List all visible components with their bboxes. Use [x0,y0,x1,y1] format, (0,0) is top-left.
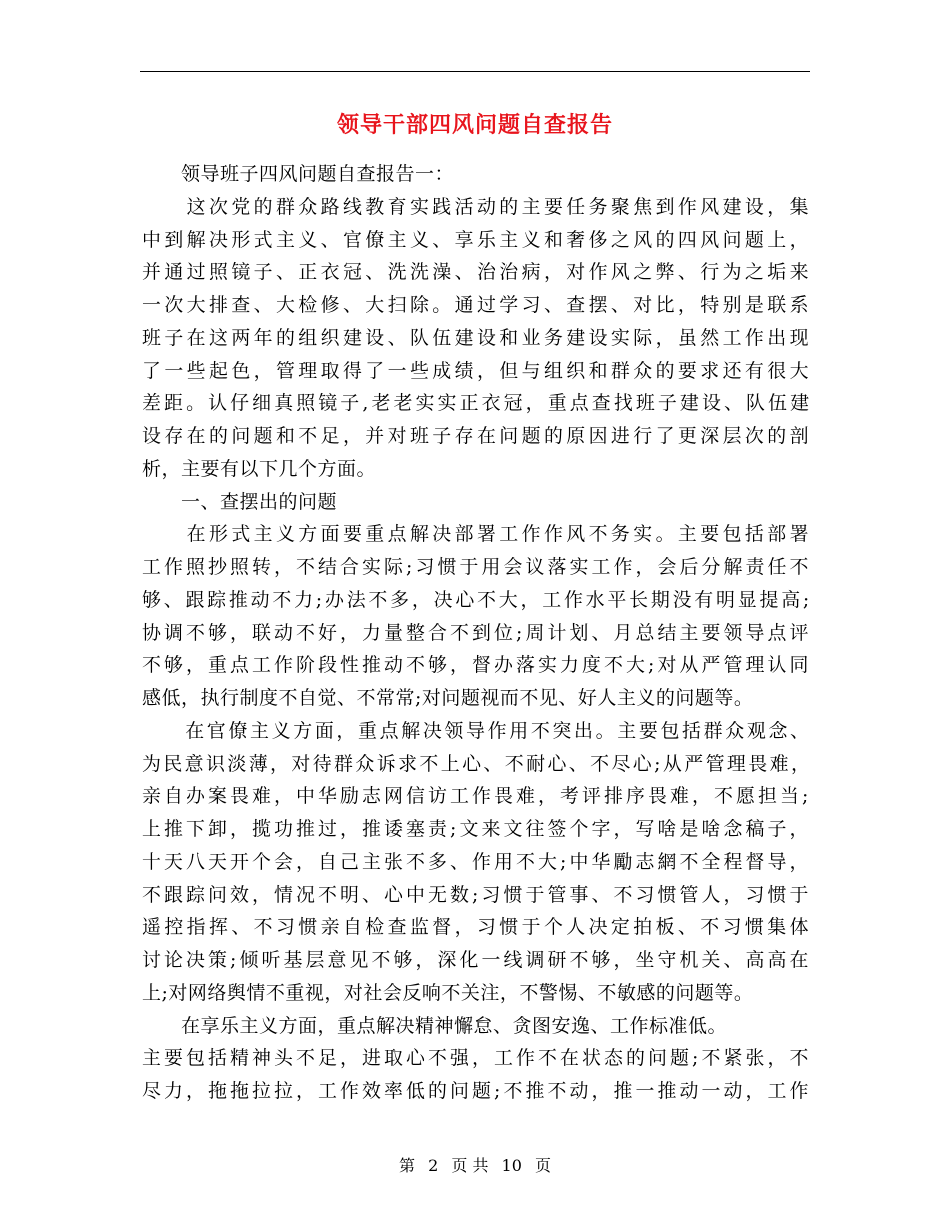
document-title: 领导干部四风问题自查报告 [336,113,613,138]
body-line: 这次党的群众路线教育实践活动的主要任务聚焦到作风建设，集 [142,195,812,218]
footer-page-number: 2 [428,1156,439,1175]
body-line: 了一些起色，管理取得了一些成绩，但与组织和群众的要求还有很大 [142,359,812,382]
footer-suffix: 页 [535,1156,552,1175]
body-line: 在形式主义方面要重点解决部署工作作风不务实。主要包括部署 [142,523,812,546]
body-line: 讨论决策;倾听基层意见不够，深化一线调研不够，坐守机关、高高在 [142,949,812,971]
body-line: 感低，执行制度不自觉、不常常;对问题视而不见、好人主义的问题等。 [142,687,754,709]
body-line: 不够，重点工作阶段性推动不够，督办落实力度不大;对从严管理认同 [142,654,812,677]
body-line: 上;对网络舆情不重视，对社会反响不关注，不警惕、不敏感的问题等。 [142,981,754,1004]
body-line: 并通过照镜子、正衣冠、洗洗澡、治治病，对作风之弊、行为之垢来 [142,261,812,284]
body-line: 在享乐主义方面，重点解决精神懈怠、贪图安逸、工作标准低。 [142,1014,728,1037]
footer-prefix: 第 [398,1156,415,1175]
body-line: 领导班子四风问题自查报告一： [142,163,455,185]
body-line: 遥控指挥、不习惯亲自检查监督，习惯于个人决定拍板、不习惯集体 [142,916,812,939]
body-line: 不跟踪问效，情况不明、心中无数;习惯于管事、不习惯管人，习惯于 [142,883,812,906]
body-line: 在官僚主义方面，重点解决领导作用不突出。主要包括群众观念、 [142,719,812,742]
body-line: 亲自办案畏难，中华励志网信访工作畏难，考评排序畏难，不愿担当; [142,785,812,808]
body-line: 析，主要有以下几个方面。 [142,457,377,480]
page-footer [0,1153,950,1176]
body-line: 一次大排查、大检修、大扫除。通过学习、查摆、对比，特别是联系 [142,294,812,316]
body-line: 主要包括精神头不足，进取心不强，工作不在状态的问题;不紧张，不 [142,1047,812,1070]
body-line: 差距。认仔细真照镜子,老老实实正衣冠，重点查找班子建设、队伍建 [142,392,813,415]
body-line: 十天八天开个会，自己主张不多、作用不大;中华勵志網不全程督导， [142,850,812,873]
body-line: 协调不够，联动不好，力量整合不到位;周计划、月总结主要领导点评 [142,621,812,644]
body-line: 上推下卸，揽功推过，推诿塞责;文来文往签个字，写啥是啥念稿子， [142,818,812,840]
body-line: 为民意识淡薄，对待群众诉求不上心、不耐心、不尽心;从严管理畏难， [142,752,813,775]
body-line: 中到解决形式主义、官僚主义、享乐主义和奢侈之风的四风问题上， [142,228,812,251]
header-rule [140,71,810,72]
footer-total-pages: 10 [501,1156,522,1175]
body-line: 班子在这两年的组织建设、队伍建设和业务建设实际，虽然工作出现 [142,326,812,349]
body-line: 一、查摆出的问题 [142,490,338,513]
body-line: 尽力，拖拖拉拉，工作效率低的问题;不推不动，推一推动一动，工作 [142,1080,812,1102]
body-line: 够、跟踪推动不力;办法不多，决心不大，工作水平长期没有明显提高; [142,588,813,611]
footer-middle: 页 共 [451,1156,489,1175]
body-line: 设存在的问题和不足，并对班子存在问题的原因进行了更深层次的剖 [142,425,812,447]
body-line: 工作照抄照转，不结合实际;习惯于用会议落实工作，会后分解责任不 [142,556,812,578]
